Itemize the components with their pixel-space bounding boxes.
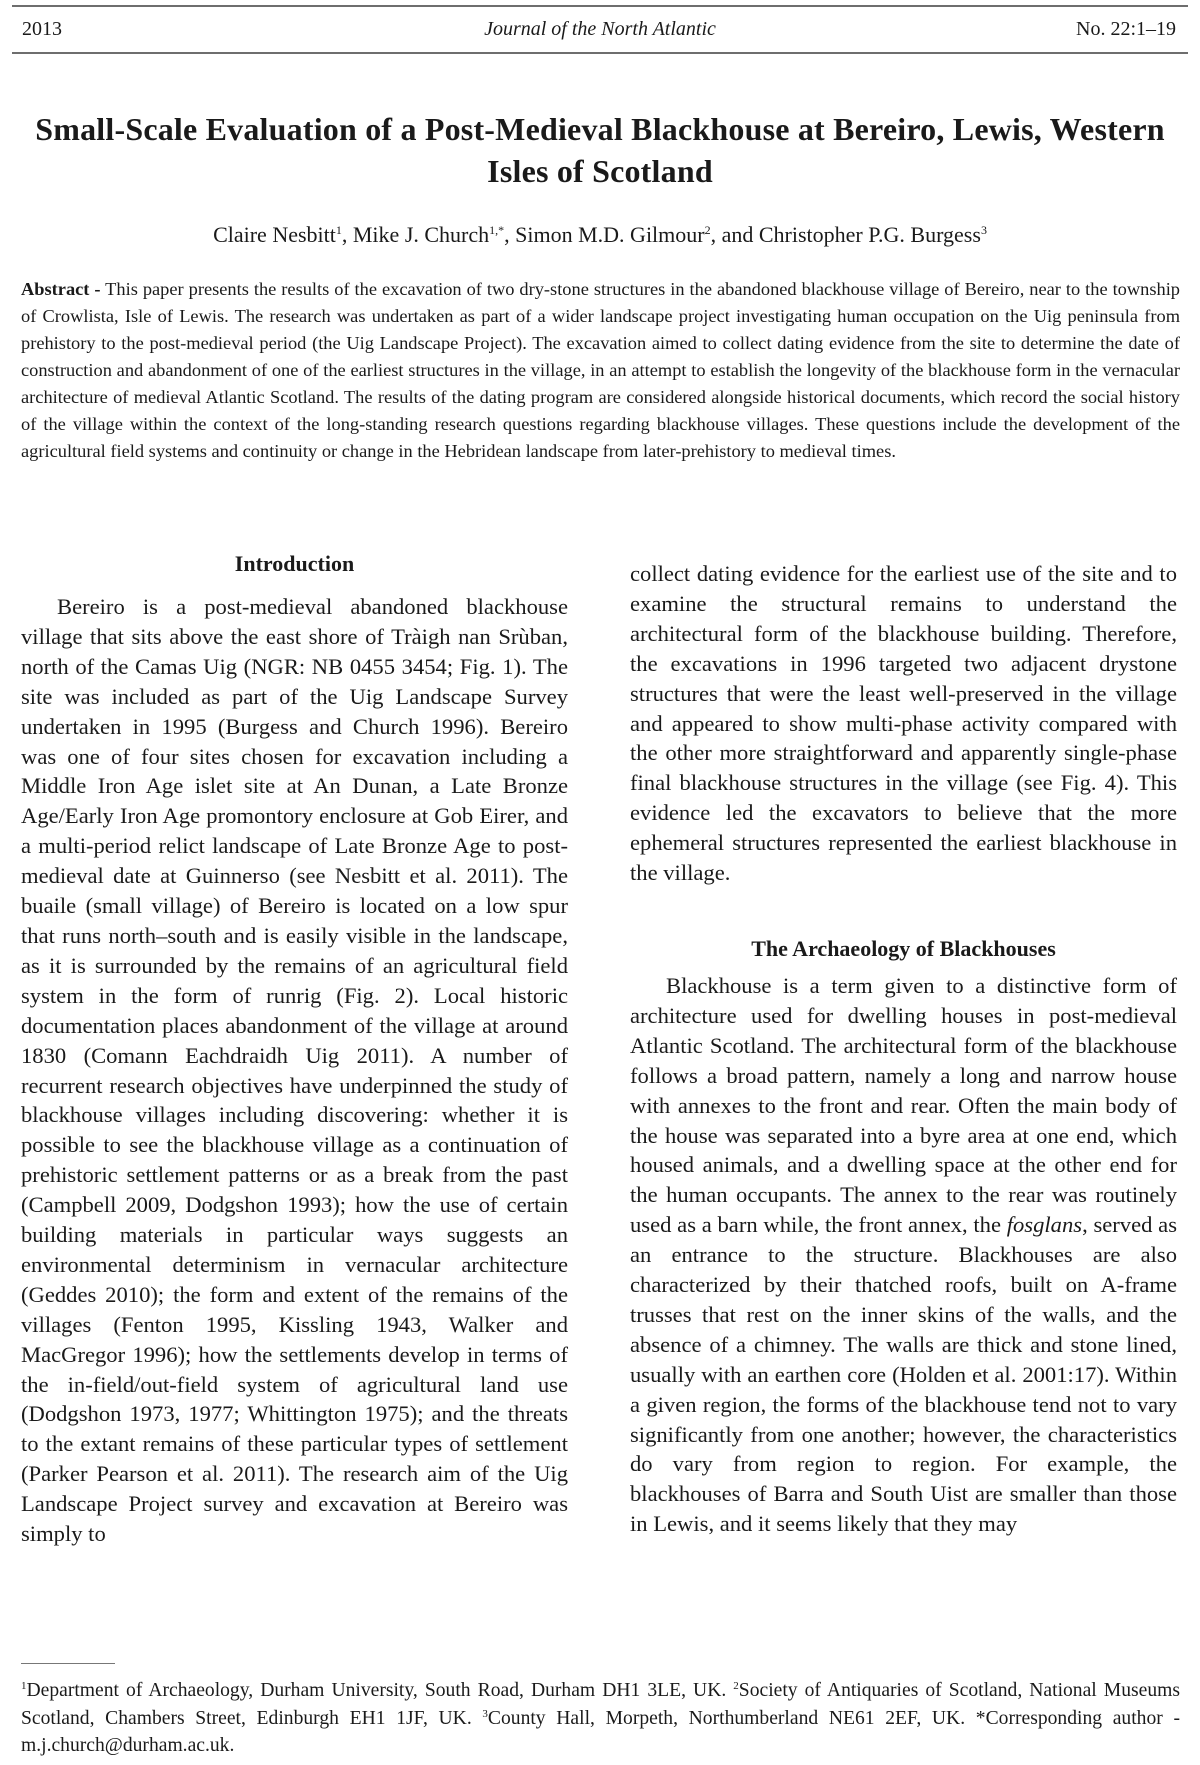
archaeology-paragraph: Blackhouse is a term given to a distinctive form of architecture used for dwelling houses in post-medieval Atlantic Scotland. The architectural form of the blackhouse follows a broad pattern, namely a long and narrow house with annexes to the front and rear. Often the main body of the house was separated into a byre area at one end, which housed animals, and a dwelling space at the other end for the human occupants. The annex to the rear was routinely used as a barn while, the front annex, the fosglans, served as an entrance to the structure. Blackhouses are also characterized by their thatched roofs, built on A-frame trusses that rest on the inner skins of the walls, and the absence of a chimney. The walls are thick and stone lined, usually with an earthen core (Holden et al. 2001:17). Within a given region, the forms of the blackhouse tend not to vary significantly from one another; however, the characteristics do vary from region to region. For example, the blackhouses of Barra and South Uist are smaller than those in Lewis, and it seems likely that they may <box>630 972 1177 1537</box>
abstract <box>21 276 1180 465</box>
author: Simon M.D. Gilmour$^2$, and <box>515 222 759 247</box>
term-fosglans: fosglans <box>1006 1212 1083 1238</box>
author-list <box>0 222 1200 248</box>
running-head-year: 2013 <box>22 18 62 40</box>
introduction-paragraph: Bereiro is a post-medieval abandoned blackhouse village that sits above the east shore of Tràigh nan Srùban, north of the Camas Uig (NGR: NB 0455 3454; Fig. 1). The site was included as part of the Uig Landscape Survey undertaken in 1995 (Burgess and Church 1996). Bereiro was one of four sites chosen for excavation including a Middle Iron Age islet site at An Dunan, a Late Bronze Age/Early Iron Age promontory enclosure at Gob Eirer, and a multi-period relict landscape of Late Bronze Age to post-medieval date at Guinnerso (see Nesbitt et al. 2011). The buaile (small village) of Bereiro is located on a low spur that runs north–south and is easily visible in the landscape, as it is surrounded by the remains of an agricultural field system in the form of runrig (Fig. 2). Local historic documentation places abandonment of the village at around 1830 (Comann Eachdraidh Uig 2011). A number of recurrent research objectives have underpinned the study of blackhouse villages including discovering: whether it is possible to see the blackhouse village as a continuation of prehistoric settlement patterns or as a break from the past (Campbell 2009, Dodgshon 1993); how the use of certain building materials in particular ways suggests an environmental determinism in vernacular architecture (Geddes 2010); the form and extent of the remains of the villages (Fenton 1995, Kissling 1943, Walker and MacGregor 1996); how the settlements develop in terms of the in-field/out-field system of agricultural land use (Dodgshon 1973, 1977; Whittington 1975); and the threats to the extant remains of these particular types of settlement (Parker Pearson et al. 2011). The research aim of the Uig Landscape Project survey and excavation at Bereiro was simply to <box>21 594 568 1547</box>
footnote: $^3$County Hall, Morpeth, Northumberland NE61 2EF, UK. *Corresponding author - m.j.church@durham.ac.uk. <box>21 1707 1180 1756</box>
author: Mike J. Church$^{1,*}$, <box>352 222 516 247</box>
running-head-issue: No. 22:1–19 <box>1076 18 1176 40</box>
footnotes <box>21 1677 1180 1760</box>
section-heading-introduction: Introduction <box>234 551 355 576</box>
author: Christopher P.G. Burgess$^3$ <box>758 222 987 247</box>
footnote: $^2$Society of Antiquaries of Scotland, National Museums Scotland, Chambers Street, Edinburgh EH1 1JF, UK. <box>21 1680 1180 1729</box>
paper-title: Small-Scale Evaluation of a Post-Medieval Blackhouse at Bereiro, Lewis, Western Isles of Scotland <box>35 111 1165 189</box>
abstract-text: This paper presents the results of the excavation of two dry-stone structures in the abandoned blackhouse village of Bereiro, near to the township of Crowlista, Isle of Lewis. The research was undertaken as part of a wider landscape project investigating human occupation on the Uig peninsula from prehistory to the post-medieval period (the Uig Landscape Project). The excavation aimed to collect dating evidence from the site to determine the date of construction and abandonment of one of the earliest structures in the village, in an attempt to establish the longevity of the blackhouse form in the vernacular architecture of medieval Atlantic Scotland. The results of the dating program are considered alongside historical documents, which record the social history of the village within the context of the long-standing research questions regarding blackhouse villages. These questions include the development of the agricultural field systems and continuity or change in the Hebridean landscape from later-prehistory to medieval times. <box>21 279 1181 461</box>
section-heading-archaeology: The Archaeology of Blackhouses <box>751 935 1056 961</box>
running-head-journal: Journal of the North Atlantic <box>484 18 716 40</box>
running-head <box>12 5 1188 54</box>
abstract-label: Abstract - <box>21 279 101 299</box>
author: Claire Nesbitt$^1$, <box>213 222 353 247</box>
footnote-divider <box>21 1663 115 1664</box>
column-right <box>630 559 1177 1539</box>
column-left <box>21 550 568 1549</box>
introduction-paragraph-continued: collect dating evidence for the earliest use of the site and to examine the structural remains to understand the architectural form of the blackhouse building. Therefore, the excavations in 1996 targeted two adjacent drystone structures that were the least well-preserved in the village and appeared to show multi-phase activity compared with the other more straightforward and apparently single-phase final blackhouse structures in the village (see Fig. 4). This evidence led the excavators to believe that the more ephemeral structures represented the earliest blackhouse in the village. <box>630 561 1177 886</box>
footnote: $^1$Department of Archaeology, Durham University, South Road, Durham DH1 3LE, UK. <box>21 1680 734 1701</box>
